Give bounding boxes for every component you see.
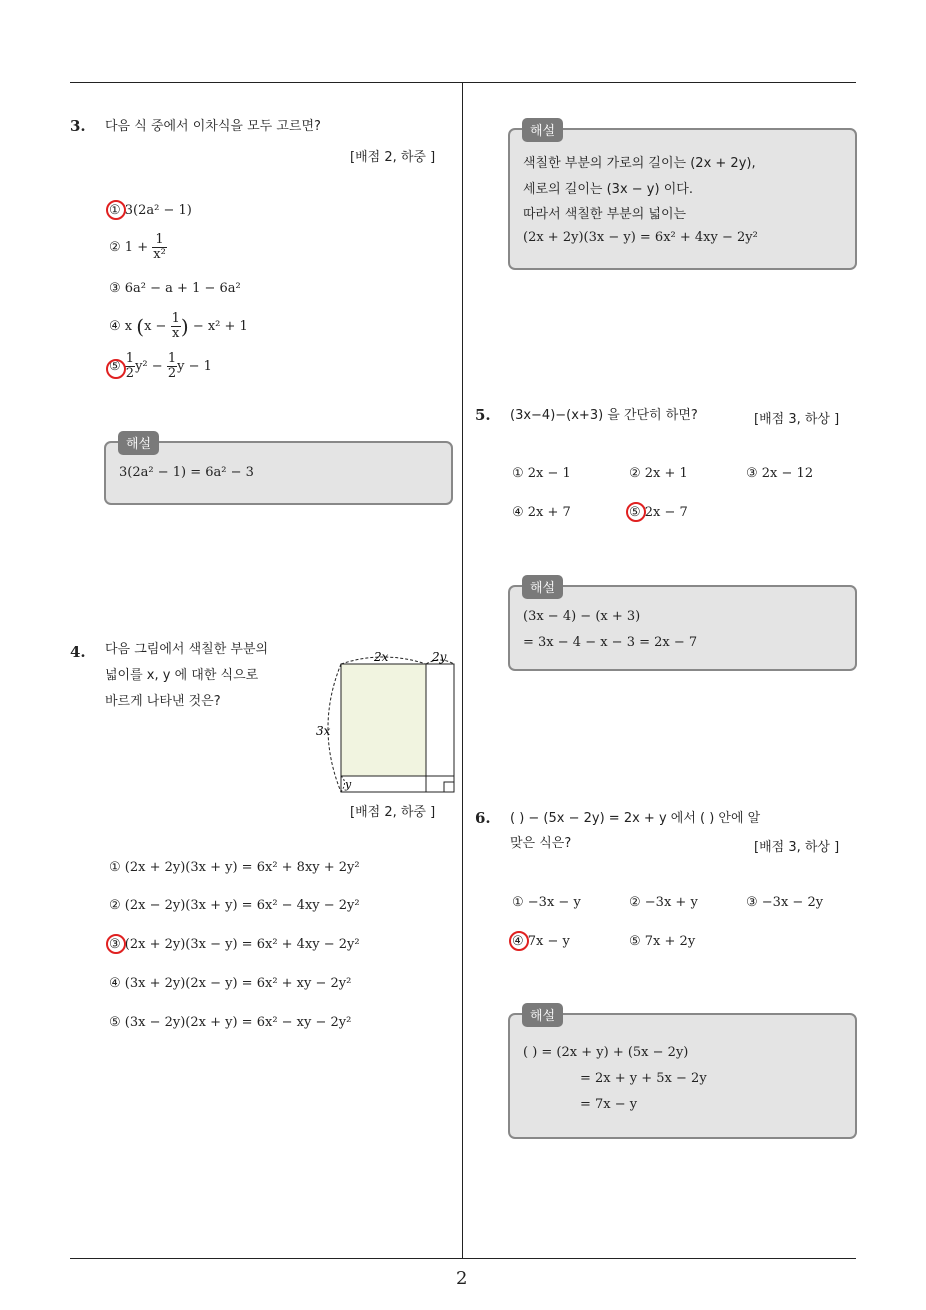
q6-number: 6.	[475, 809, 491, 827]
q3-tag: [배점 2, 하중 ]	[350, 150, 436, 165]
q3-option-4[interactable]	[109, 312, 248, 341]
q5-option-1[interactable]: ① 2x − 1	[512, 466, 571, 481]
solution-line: = 3x − 4 − x − 3 = 2x − 7	[523, 635, 698, 650]
q6-option-1[interactable]: ① −3x − y	[512, 895, 581, 910]
q5-option-3[interactable]: ③ 2x − 12	[746, 466, 814, 481]
q3-answer-mark-5	[106, 359, 126, 379]
top-rule	[70, 82, 856, 83]
q3-option-2-prefix: ② 1 +	[109, 240, 149, 255]
q6-solution-box	[508, 1009, 857, 1139]
column-divider	[462, 82, 463, 1258]
q4-text-line-1: 다음 그림에서 색칠한 부분의	[105, 642, 269, 657]
q3-option-4-prefix: ④ x	[109, 319, 133, 334]
q3-solution-box	[104, 437, 453, 505]
label-3x: 3x	[316, 724, 331, 738]
bottom-rule	[70, 1258, 856, 1259]
solution-label: 해설	[118, 431, 159, 455]
close-paren: )	[180, 314, 189, 339]
solution-line: 세로의 길이는 (3x − y) 이다.	[523, 182, 693, 197]
solution-line: 3(2a² − 1) = 6a² − 3	[119, 465, 254, 480]
q4-number: 4.	[70, 643, 86, 661]
q4-rectangle-figure	[310, 646, 460, 796]
denominator: 2	[125, 366, 135, 381]
q4-text-line-2: 넓이를 x, y 에 대한 식으로	[105, 668, 259, 683]
q6-text-line-2: 맞은 식은?	[510, 836, 572, 851]
q4-option-5[interactable]: ⑤ (3x − 2y)(2x + y) = 6x² − xy − 2y²	[109, 1015, 352, 1030]
numerator: 1	[167, 351, 177, 366]
q5-option-2[interactable]: ② 2x + 1	[629, 466, 688, 481]
solution-line: ( ) = (2x + y) + (5x − 2y)	[523, 1045, 689, 1060]
q4-option-1[interactable]: ① (2x + 2y)(3x + y) = 6x² + 8xy + 2y²	[109, 860, 360, 875]
q5-option-4[interactable]: ④ 2x + 7	[512, 505, 571, 520]
q4-tag: [배점 2, 하중 ]	[350, 805, 436, 820]
q6-answer-mark	[509, 931, 529, 951]
q4-option-3[interactable]: ③ (2x + 2y)(3x − y) = 6x² + 4xy − 2y²	[109, 937, 360, 952]
fraction	[171, 312, 181, 341]
fraction	[125, 352, 135, 381]
q3-option-4-suffix: − x² + 1	[192, 319, 248, 334]
solution-line: = 2x + y + 5x − 2y	[580, 1071, 707, 1086]
solution-label: 해설	[522, 1003, 563, 1027]
denominator: x	[172, 326, 180, 341]
numerator: 1	[171, 311, 180, 326]
q4-answer-mark	[106, 934, 126, 954]
solution-label: 해설	[522, 575, 563, 599]
q6-text-line-1: ( ) − (5x − 2y) = 2x + y 에서 ( ) 안에 알	[510, 811, 761, 826]
q6-option-3[interactable]: ③ −3x − 2y	[746, 895, 824, 910]
solution-line: (2x + 2y)(3x − y) = 6x² + 4xy − 2y²	[523, 230, 758, 245]
label-2x: 2x	[374, 650, 389, 664]
right-angle-mark	[444, 782, 454, 792]
q6-option-2[interactable]: ② −3x + y	[629, 895, 698, 910]
open-paren: (	[136, 314, 145, 339]
q5-solution-box	[508, 581, 857, 671]
solution-line: = 7x − y	[580, 1097, 638, 1112]
numerator: 1	[152, 233, 167, 248]
solution-line: 따라서 색칠한 부분의 넓이는	[523, 207, 687, 222]
solution-label: 해설	[522, 118, 563, 142]
q3-number: 3.	[70, 117, 86, 135]
q6-option-5[interactable]: ⑤ 7x + 2y	[629, 934, 696, 949]
q3-text: 다음 식 중에서 이차식을 모두 고르면?	[105, 119, 321, 134]
q3-option-1[interactable]: ① 3(2a² − 1)	[109, 203, 192, 218]
numerator: 1	[125, 351, 135, 366]
q5-number: 5.	[475, 406, 491, 424]
q4-option-2[interactable]: ② (2x − 2y)(3x + y) = 6x² − 4xy − 2y²	[109, 898, 360, 913]
q5-tag: [배점 3, 하상 ]	[754, 412, 840, 427]
page-number: 2	[456, 1268, 468, 1289]
label-2y: 2y	[432, 650, 447, 664]
q3-option-5-prefix: ⑤	[109, 359, 121, 374]
q3-answer-mark-1	[106, 200, 126, 220]
q3-option-5-middle: y² −	[135, 359, 163, 374]
shaded-region	[341, 664, 426, 776]
solution-line: 색칠한 부분의 가로의 길이는 (2x + 2y),	[523, 156, 756, 171]
q5-text: (3x−4)−(x+3) 을 간단히 하면?	[510, 408, 698, 423]
q5-answer-mark	[626, 502, 646, 522]
q3-option-2[interactable]	[109, 233, 167, 262]
denominator: 2	[167, 366, 177, 381]
fraction	[167, 352, 177, 381]
solution-line: (3x − 4) − (x + 3)	[523, 609, 641, 624]
q5-option-5[interactable]: ⑤ 2x − 7	[629, 505, 688, 520]
q4-text-line-3: 바르게 나타낸 것은?	[105, 694, 221, 709]
q4-solution-box	[508, 124, 857, 270]
q6-option-4[interactable]: ④ 7x − y	[512, 934, 570, 949]
q3-option-5-suffix: y − 1	[177, 359, 212, 374]
q6-tag: [배점 3, 하상 ]	[754, 840, 840, 855]
q3-option-4-inner: x −	[144, 319, 167, 334]
label-y: y	[345, 778, 352, 791]
fraction	[152, 233, 167, 262]
q3-option-3[interactable]: ③ 6a² − a + 1 − 6a²	[109, 281, 241, 296]
brace-y	[341, 776, 345, 792]
q4-option-4[interactable]: ④ (3x + 2y)(2x − y) = 6x² + xy − 2y²	[109, 976, 352, 991]
denominator: x²	[153, 247, 166, 262]
